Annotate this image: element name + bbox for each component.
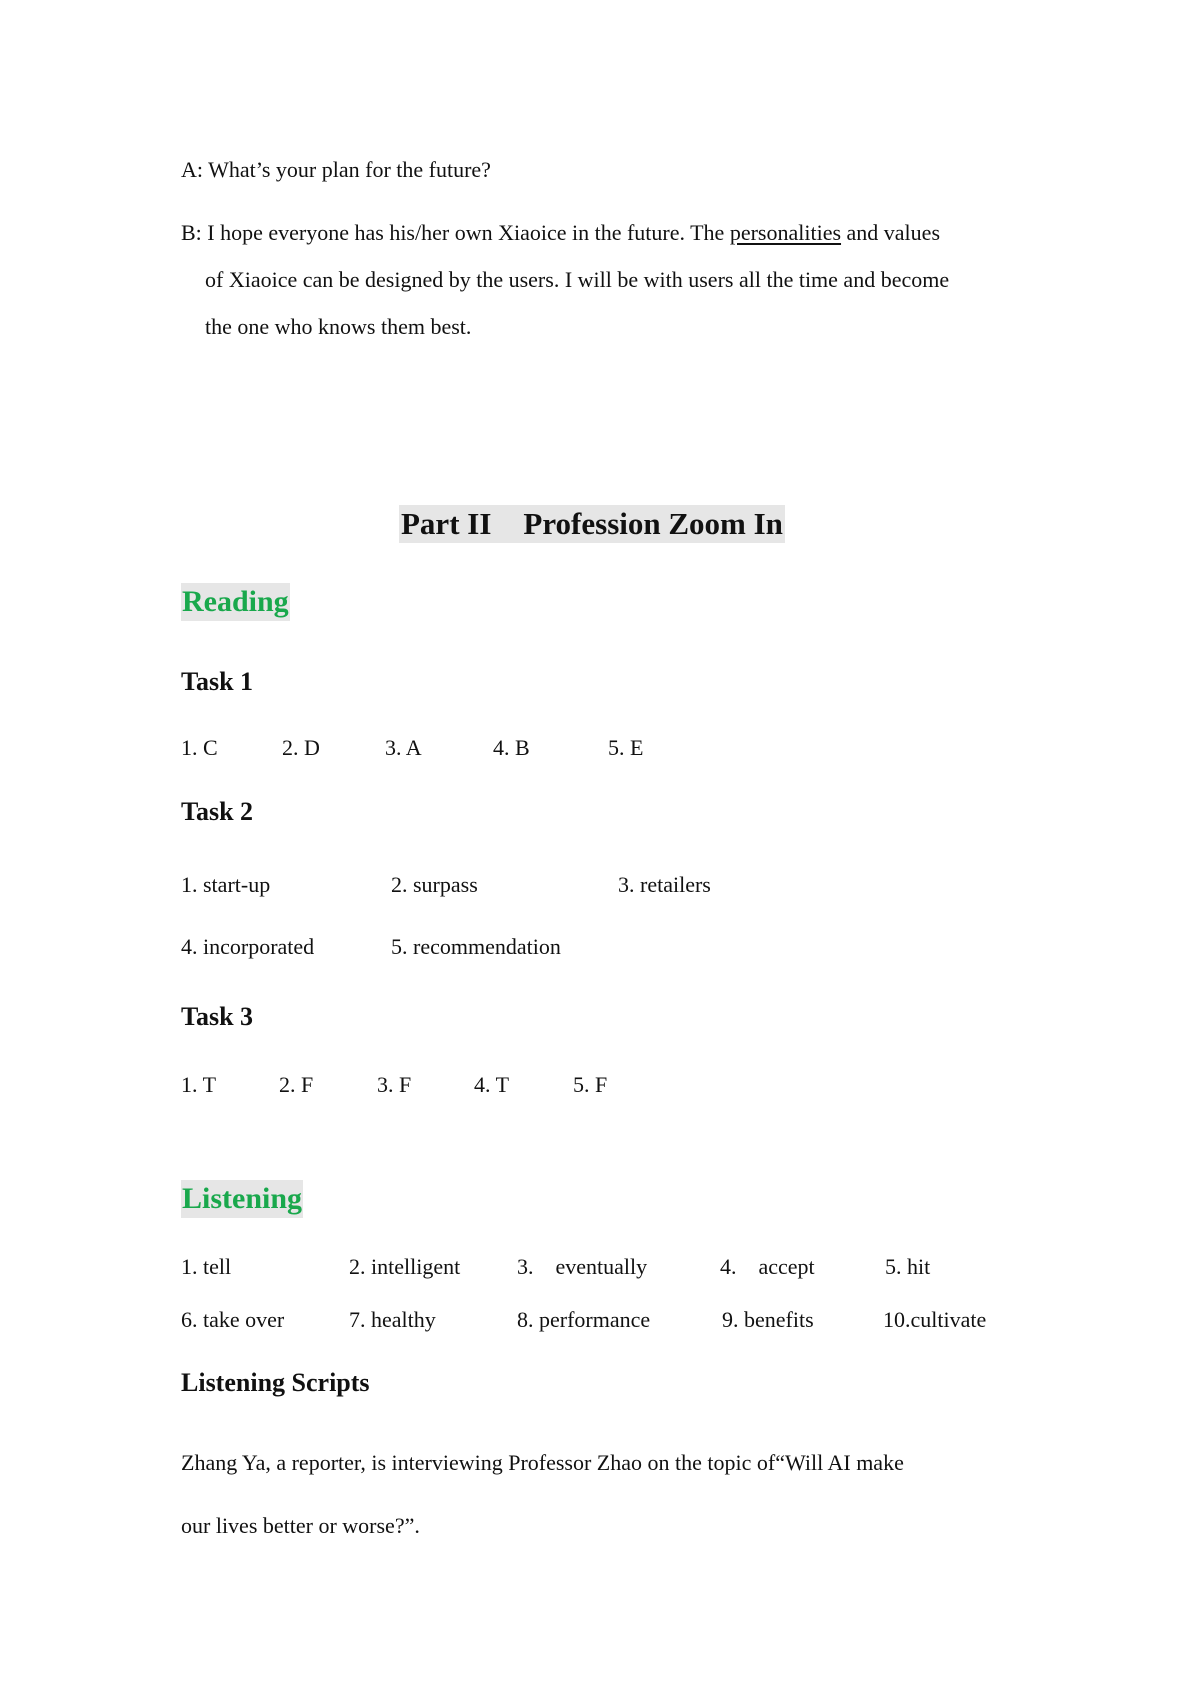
reading-section-label: Reading [181,583,290,621]
task2-answer: 5. recommendation [391,934,561,959]
task1-answer: 3. A [385,735,422,760]
listening-answer: 8. performance [517,1307,651,1332]
listening-answer: 7. healthy [349,1307,436,1332]
dialogue-line-b1 [181,219,940,247]
script-line: Zhang Ya, a reporter, is interviewing Professor Zhao on the topic of“Will AI make [181,1450,904,1475]
listening-answer: 2. intelligent [349,1254,461,1279]
part-title: Profession Zoom In [523,506,783,541]
task2-answer: 3. retailers [618,872,711,897]
task3-answer: 3. F [377,1072,412,1097]
task3-answer: 5. F [573,1072,608,1097]
task1-answer: 5. E [608,735,644,760]
task1-answer: 4. B [493,735,530,760]
task1-title: Task 1 [181,667,254,696]
part-number: Part II [401,506,492,541]
dialogue-line-b1-start: B: I hope everyone has his/her own Xiaoice in the future. The [181,220,730,245]
underlined-term: personalities [729,220,842,245]
script-line: our lives better or worse?”. [181,1513,420,1538]
listening-answer: 9. benefits [722,1307,814,1332]
task2-answer: 1. start-up [181,872,271,897]
listening-answer: 3. eventually [517,1254,648,1279]
listening-answer: 1. tell [181,1254,232,1279]
listening-scripts-title: Listening Scripts [181,1368,370,1397]
dialogue-line-b3: the one who knows them best. [205,314,472,339]
task2-answer: 4. incorporated [181,934,315,959]
part-heading [399,505,785,543]
task1-answer: 2. D [282,735,320,760]
listening-answer: 6. take over [181,1307,285,1332]
task2-title: Task 2 [181,797,254,826]
task3-answer: 2. F [279,1072,314,1097]
dialogue-line-b2: of Xiaoice can be designed by the users. I will be with users all the time and become [205,267,950,292]
dialogue-line-a: A: What’s your plan for the future? [181,157,491,182]
task3-answer: 4. T [474,1072,510,1097]
listening-answer: 10.cultivate [883,1307,987,1332]
listening-section-label: Listening [181,1180,303,1218]
task3-answer: 1. T [181,1072,217,1097]
task3-title: Task 3 [181,1002,254,1031]
listening-answer: 5. hit [885,1254,931,1279]
dialogue-line-b1-end: and values [841,220,940,245]
task2-answer: 2. surpass [391,872,478,897]
listening-answer: 4. accept [720,1254,815,1279]
task1-answer: 1. C [181,735,218,760]
